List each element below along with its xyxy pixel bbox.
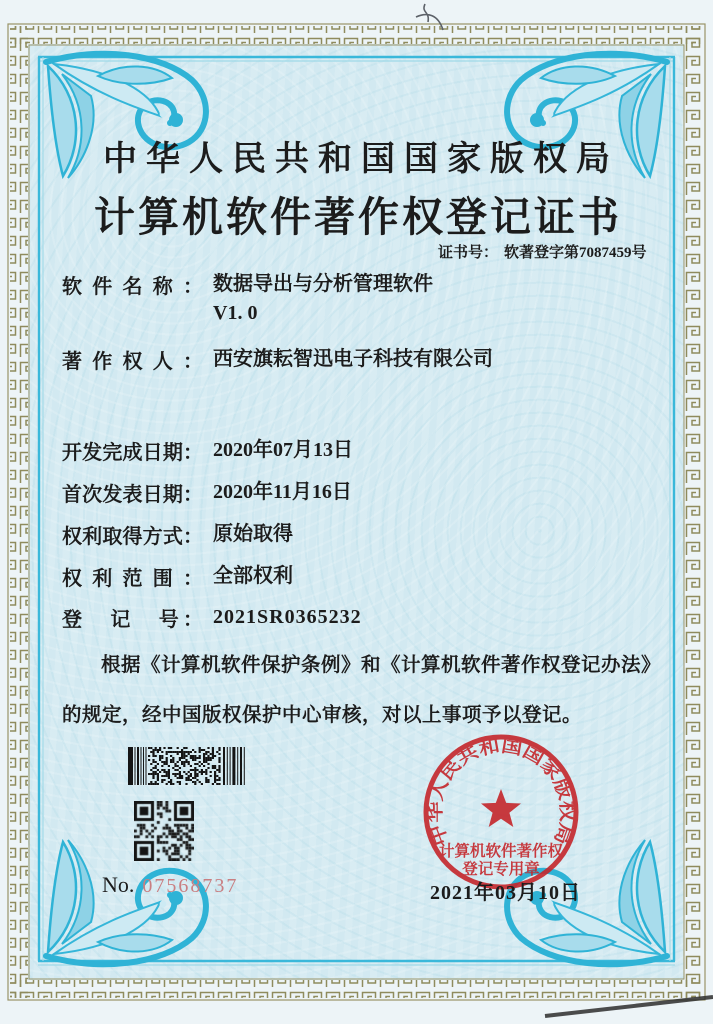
field-label: 首次发表日期： [62,484,203,506]
serial-number-line [102,872,238,898]
official-seal [416,727,586,897]
qr-code [134,801,194,861]
field-value: 数据导出与分析管理软件 [213,273,433,295]
field-label: 著作权人： [62,351,203,373]
cert-number-value: 软著登字第7087459号 [504,245,647,261]
field-value: 2020年07月13日 [213,439,353,461]
seal-caption-line2: 登记专用章 [462,861,540,878]
field-label: 权利范围： [62,568,203,590]
issue-date: 2021年03月10日 [430,882,581,904]
seal-star [481,789,521,827]
field-row-rights-acquisition [62,520,293,549]
field-row-copyright-owner [62,345,493,374]
serial-number: 07568737 [142,875,239,897]
cert-number-label: 证书号： [438,245,499,261]
seal-ring-text: 中华人民共和国国家版权局 [424,735,578,848]
field-label: 软件名称： [62,276,203,298]
serial-label: No. [102,872,135,897]
cert-number-line [438,241,647,262]
barcode [128,747,255,785]
field-value-version: V1. 0 [213,302,258,324]
field-row-first-publish-date [62,478,352,507]
field-value: 全部权利 [213,565,293,587]
field-value: 2020年11月16日 [213,481,352,503]
field-label: 开发完成日期： [62,442,203,464]
field-value: 2021SR0365232 [213,606,362,628]
field-value: 原始取得 [213,523,293,545]
certificate-title: 计算机软件著作权登记证书 [94,194,622,240]
field-row-registration-number [62,603,362,632]
field-label: 登 记 号： [62,609,203,631]
field-row-rights-scope [62,562,293,591]
field-row-dev-complete-date [62,436,353,465]
seal-caption-line1: 计算机软件著作权 [438,843,564,860]
authority-title: 中华人民共和国国家版权局 [103,141,619,178]
field-label: 权利取得方式： [62,526,203,548]
field-value: 西安旗耘智迅电子科技有限公司 [213,348,493,370]
field-row-software-name [62,270,433,328]
registration-statement: 根据《计算机软件保护条例》和《计算机软件著作权登记办法》的规定，经中国版权保护中心审核，对以上事项予以登记。 [62,655,652,726]
